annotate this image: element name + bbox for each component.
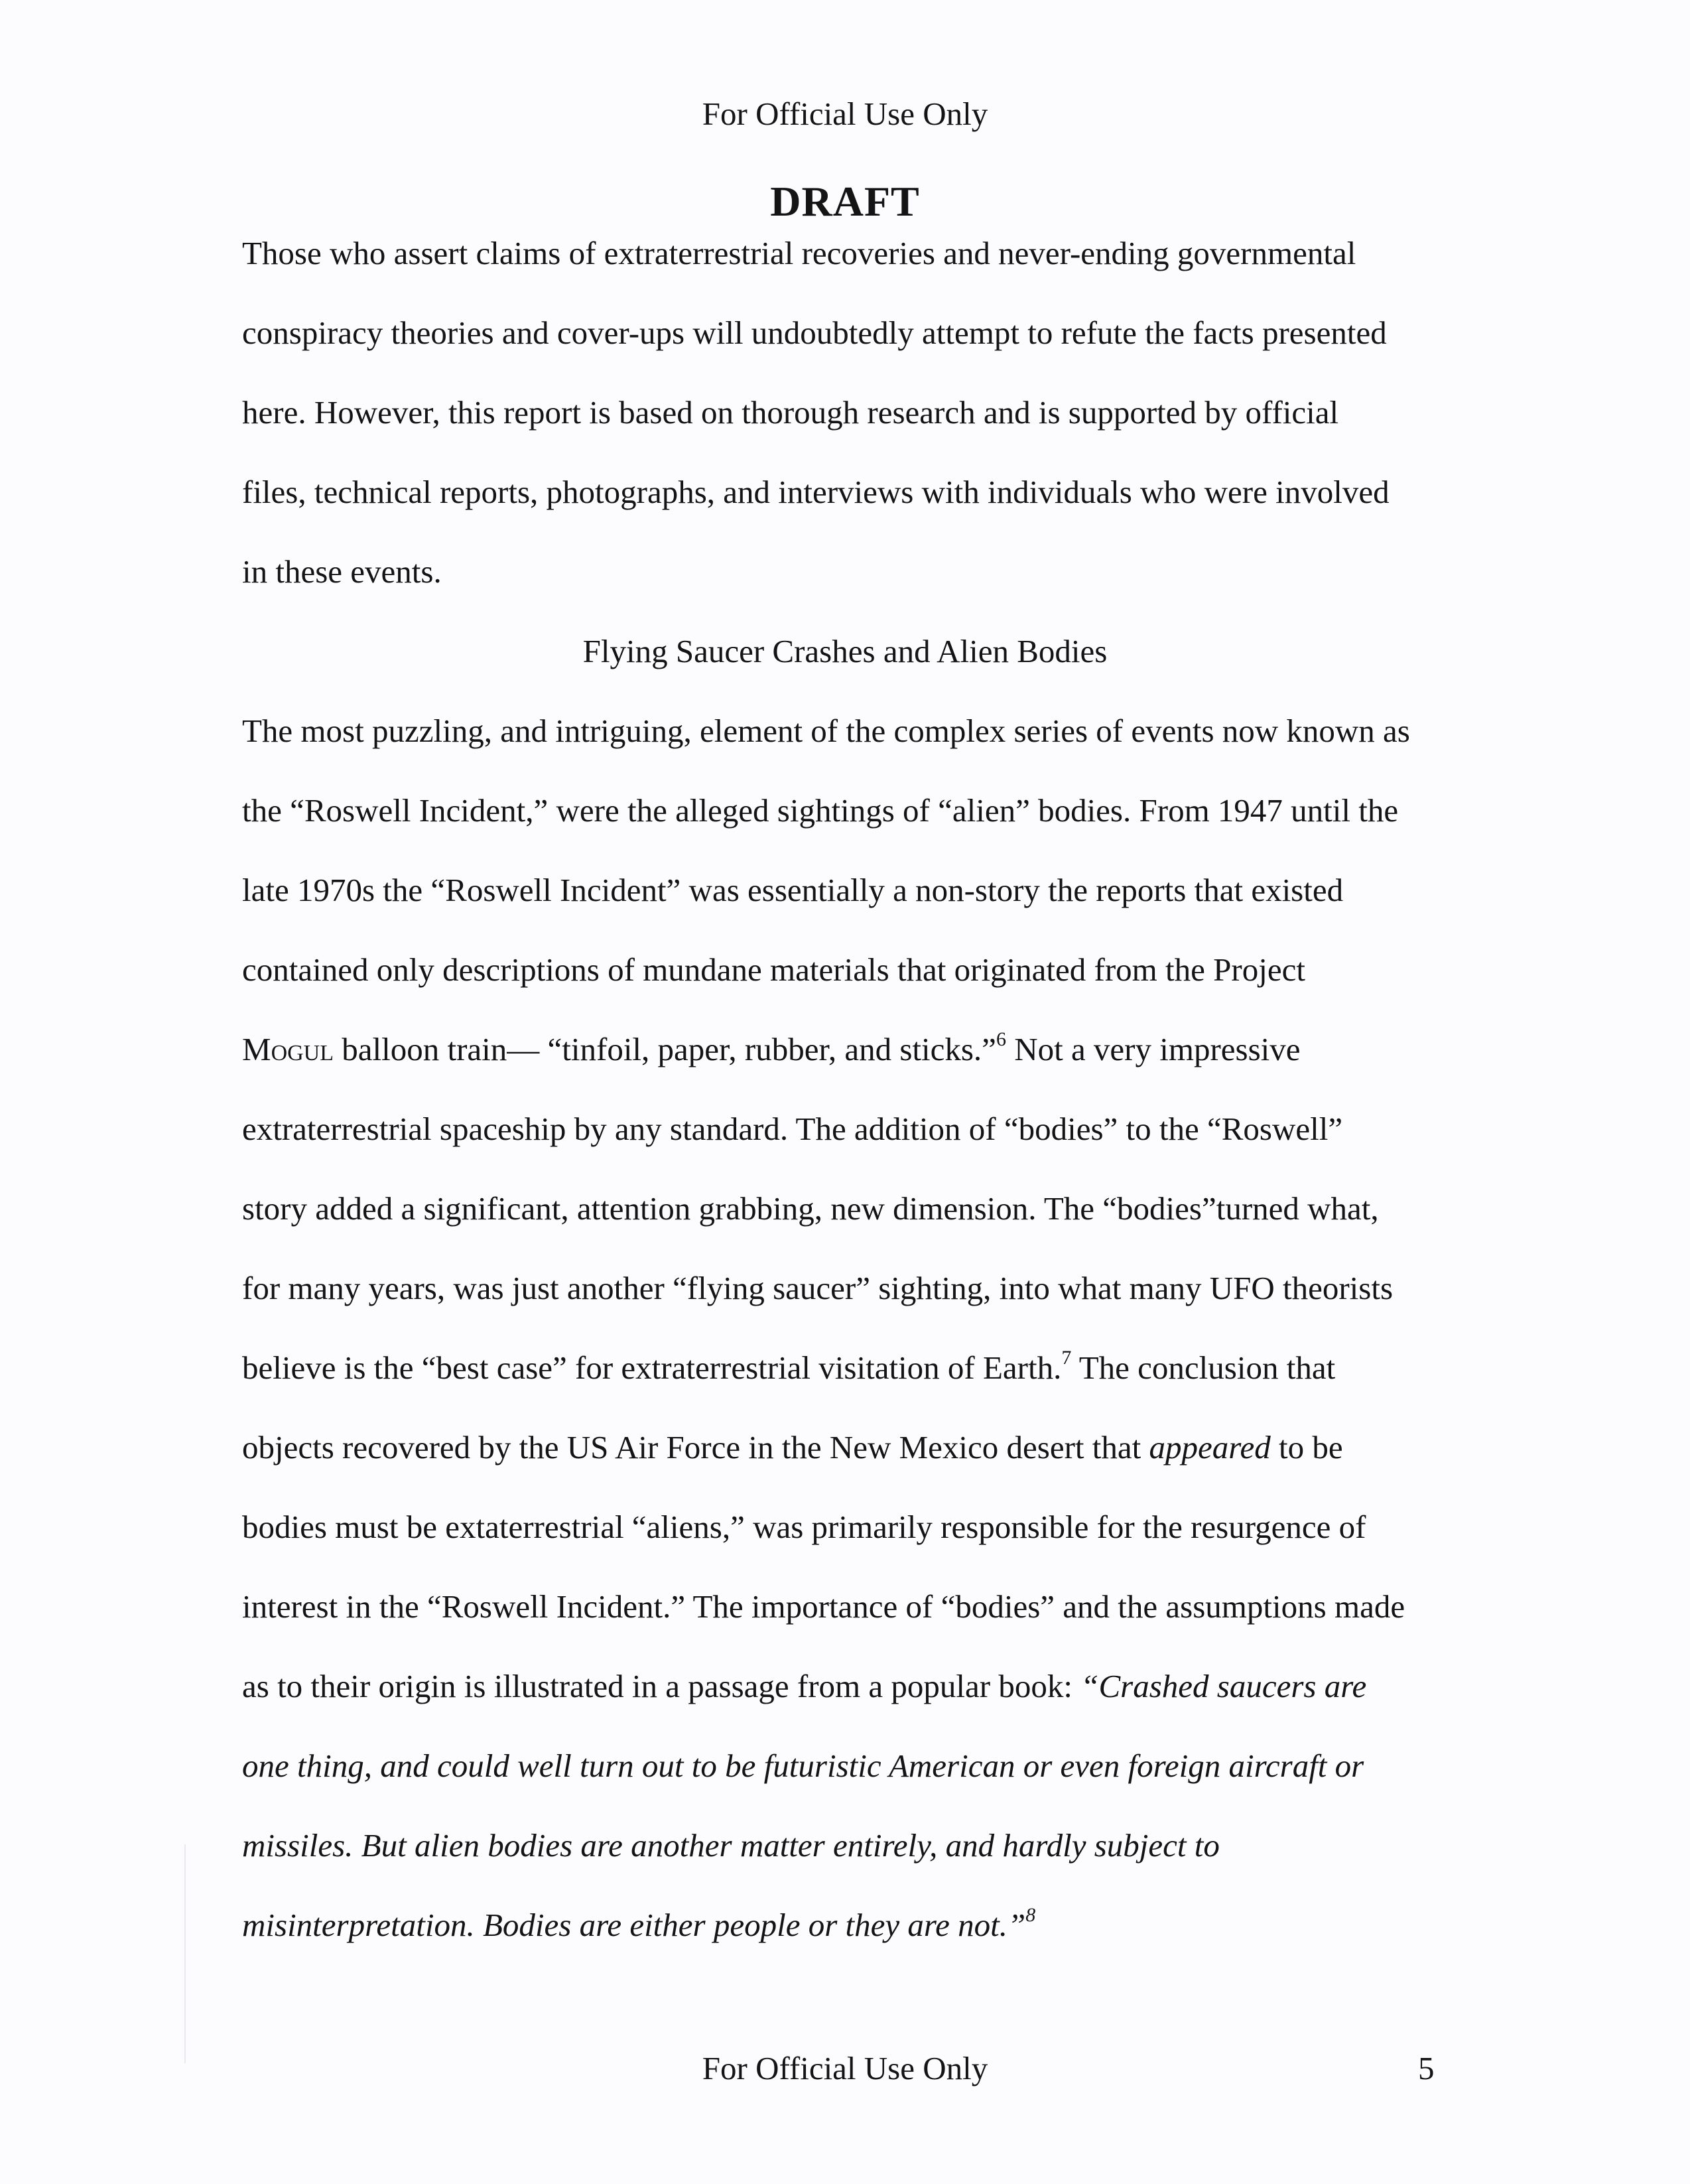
body-line-13-text: as to their origin is illustrated in a passage from a popular book: <box>242 1668 1081 1704</box>
header-classification: For Official Use Only <box>702 96 988 132</box>
body-line-6: extraterrestrial spaceship by any standard. The addition of “bodies” to the “Roswell” <box>242 1111 1343 1147</box>
body-line-4: contained only descriptions of mundane materials that originated from the Project <box>242 951 1305 988</box>
project-name: Mogul <box>242 1031 334 1067</box>
draft-title: DRAFT <box>770 178 920 225</box>
body-line-10-text: objects recovered by the US Air Force in the New Mexico desert that <box>242 1429 1149 1466</box>
body-line-12: interest in the “Roswell Incident.” The importance of “bodies” and the assumptions made <box>242 1588 1405 1625</box>
body-line-11: bodies must be extaterrestrial “aliens,” was primarily responsible for the resurgence of <box>242 1509 1366 1545</box>
body-line-2: the “Roswell Incident,” were the alleged sightings of “alien” bodies. From 1947 until the <box>242 792 1399 829</box>
body-line-9-after: The conclusion that <box>1071 1349 1336 1386</box>
scan-artifact-line <box>184 1844 186 2063</box>
body-line-5-text: balloon train— “tinfoil, paper, rubber, and sticks.” <box>334 1031 996 1067</box>
quote-line-4 <box>242 1905 1035 1945</box>
footer-classification: For Official Use Only <box>702 2050 988 2086</box>
footnote-ref-7: 7 <box>1061 1347 1072 1369</box>
body-line-10 <box>242 1428 1343 1467</box>
body-line-10-after: to be <box>1270 1429 1343 1466</box>
intro-line-2: conspiracy theories and cover-ups will undoubtedly attempt to refute the facts presented <box>242 314 1387 351</box>
body-line-9-text: believe is the “best case” for extraterrestrial visitation of Earth. <box>242 1349 1062 1386</box>
quote-line-3: missiles. But alien bodies are another matter entirely, and hardly subject to <box>242 1827 1220 1864</box>
body-line-9 <box>242 1348 1335 1388</box>
emphasis-appeared: appeared <box>1149 1429 1271 1466</box>
footnote-ref-6: 6 <box>996 1028 1006 1050</box>
intro-line-1: Those who assert claims of extraterrestrial recoveries and never-ending governmental <box>242 235 1356 271</box>
intro-line-4: files, technical reports, photographs, and interviews with individuals who were involved <box>242 474 1390 510</box>
body-line-5 <box>242 1030 1301 1069</box>
body-line-7: story added a significant, attention grabbing, new dimension. The “bodies”turned what, <box>242 1190 1379 1227</box>
body-line-3: late 1970s the “Roswell Incident” was essentially a non-story the reports that existed <box>242 872 1344 908</box>
quote-line-2: one thing, and could well turn out to be futuristic American or even foreign aircraft or <box>242 1747 1364 1784</box>
intro-line-5: in these events. <box>242 553 442 590</box>
body-line-1: The most puzzling, and intriguing, element of the complex series of events now known as <box>242 713 1410 749</box>
body-line-13 <box>242 1667 1366 1706</box>
quote-line-4-text: misinterpretation. Bodies are either people or they are not.” <box>242 1907 1026 1943</box>
body-line-8: for many years, was just another “flying saucer” sighting, into what many UFO theorists <box>242 1270 1394 1306</box>
section-heading: Flying Saucer Crashes and Alien Bodies <box>582 633 1108 669</box>
footnote-ref-8: 8 <box>1025 1904 1036 1926</box>
page-number: 5 <box>1418 2050 1435 2086</box>
body-line-5-after: Not a very impressive <box>1006 1031 1301 1067</box>
intro-line-3: here. However, this report is based on thorough research and is supported by official <box>242 394 1339 431</box>
quote-start: “Crashed saucers are <box>1080 1668 1367 1704</box>
